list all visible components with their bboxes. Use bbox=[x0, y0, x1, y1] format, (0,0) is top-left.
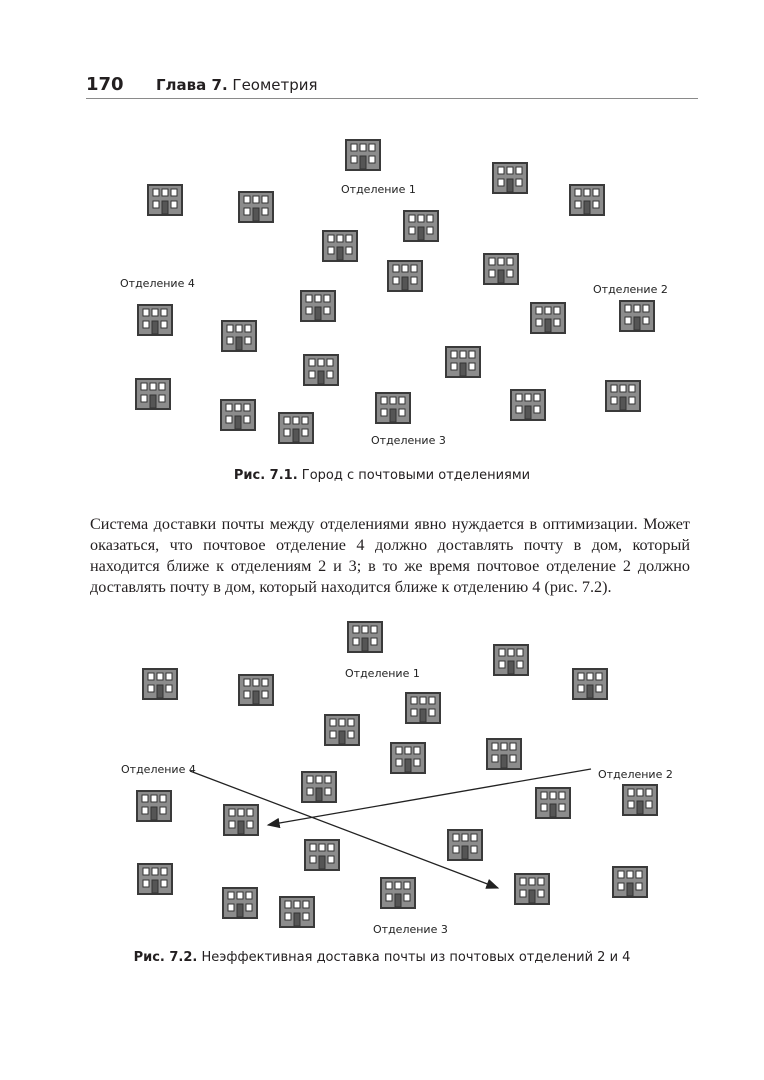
building-icon bbox=[536, 788, 570, 818]
caption-label: Рис. 7.1. bbox=[233, 468, 298, 483]
building-icon bbox=[239, 675, 273, 705]
building-icon bbox=[515, 874, 549, 904]
building-icon bbox=[348, 622, 382, 652]
building-icon bbox=[494, 645, 528, 675]
building-icon bbox=[302, 772, 336, 802]
building-icon bbox=[138, 864, 172, 894]
building-icon bbox=[280, 897, 314, 927]
caption-text: Город с почтовыми отделениями bbox=[301, 468, 531, 483]
building-icon bbox=[305, 840, 339, 870]
building-icon bbox=[573, 669, 607, 699]
building-icon bbox=[487, 739, 521, 769]
chapter-title: Геометрия bbox=[232, 76, 318, 94]
office-2-label: Отделение 2 bbox=[593, 283, 668, 296]
building-icon bbox=[406, 693, 440, 723]
office-1-label: Отделение 1 bbox=[341, 183, 416, 196]
building-icon bbox=[448, 830, 482, 860]
building-icon bbox=[613, 867, 647, 897]
office-3-label: Отделение 3 bbox=[373, 923, 448, 936]
office-1-label: Отделение 1 bbox=[345, 667, 420, 680]
building-icon bbox=[143, 669, 177, 699]
building-icon bbox=[223, 888, 257, 918]
page-number: 170 bbox=[86, 74, 124, 95]
caption-label: Рис. 7.2. bbox=[133, 950, 198, 965]
building-icon bbox=[224, 805, 258, 835]
office-2-label: Отделение 2 bbox=[598, 768, 673, 781]
office-3-label: Отделение 3 bbox=[371, 434, 446, 447]
chapter-label: Глава 7. bbox=[156, 76, 228, 94]
office-4-label: Отделение 4 bbox=[120, 277, 195, 290]
building-icon bbox=[623, 785, 657, 815]
building-icon bbox=[325, 715, 359, 745]
building-icon bbox=[137, 791, 171, 821]
figure-2-caption bbox=[0, 950, 764, 965]
body-paragraph: Система доставки почты между отделениями явно нуждается в оптимизации. Может оказаться, что почтовое отделение 4 должно доставлять почту в дом, который находится ближе к отделениям 2 и 3; в то же время почтовое отделение 2 должно доставлять почту в дом, который находится ближе к отделению 4 (рис. 7.2). bbox=[90, 515, 690, 596]
caption-text: Неэффективная доставка почты из почтовых отделений 2 и 4 bbox=[201, 950, 631, 965]
building-icon bbox=[391, 743, 425, 773]
office-4-label: Отделение 4 bbox=[121, 763, 196, 776]
building-icon bbox=[381, 878, 415, 908]
